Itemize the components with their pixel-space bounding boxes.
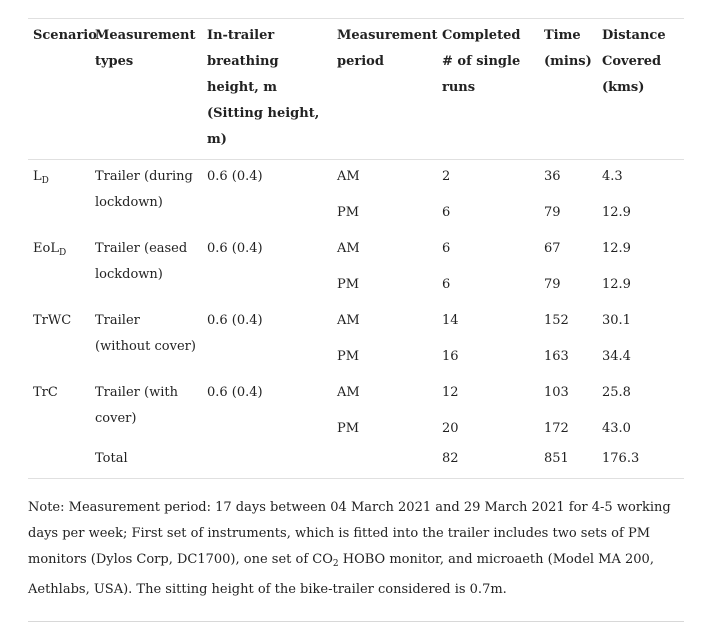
- header-completed-runs: Completed # of single runs: [442, 28, 521, 95]
- cell-period: AM: [337, 313, 360, 328]
- cell-distance: 4.3: [602, 169, 623, 184]
- table-row: [28, 298, 684, 334]
- table-note: [28, 495, 684, 603]
- data-table: [28, 19, 684, 479]
- header-measurement-period: Measurement period: [337, 28, 438, 69]
- cell-breathing-height: 0.6 (0.4): [207, 385, 263, 400]
- cell-scenario: [28, 298, 90, 370]
- cell-breathing-height: 0.6 (0.4): [207, 241, 263, 256]
- cell-distance: 43.0: [602, 421, 631, 436]
- cell-empty: [332, 442, 437, 479]
- cell-runs: 6: [442, 205, 451, 220]
- cell-distance: 34.4: [602, 349, 631, 364]
- scenario-main: TrC: [33, 385, 58, 400]
- total-time: 851: [544, 451, 569, 466]
- note-subscript: 2: [332, 559, 339, 569]
- cell-runs: 6: [442, 277, 451, 292]
- scenario-main: TrWC: [33, 313, 72, 328]
- cell-scenario: [28, 160, 90, 227]
- scenario-sub: D: [58, 248, 67, 258]
- cell-runs: 20: [442, 421, 459, 436]
- cell-breathing-height: 0.6 (0.4): [207, 169, 263, 184]
- table-row: [28, 226, 684, 262]
- cell-measurement-type: Trailer (during lockdown): [95, 169, 193, 210]
- cell-period: AM: [337, 169, 360, 184]
- note-text-part1: Note: Measurement period: 17 days between 04 March 2021 and 29 March 2021 for 4-5 working days per week; First set of instruments, which is fitted into the trailer includes two sets of PM monitors (Dylos Corp, DC1700), one set of CO: [28, 500, 671, 567]
- scenario-sub: D: [41, 176, 49, 186]
- cell-breathing-height: 0.6 (0.4): [207, 313, 263, 328]
- cell-runs: 6: [442, 241, 451, 256]
- cell-runs: 14: [442, 313, 459, 328]
- cell-measurement-type: Trailer (without cover): [95, 313, 196, 354]
- cell-time: 36: [544, 169, 561, 184]
- cell-time: 103: [544, 385, 569, 400]
- table-container: [28, 18, 684, 622]
- cell-empty: [28, 442, 90, 479]
- cell-time: 163: [544, 349, 569, 364]
- cell-time: 152: [544, 313, 569, 328]
- cell-time: 79: [544, 205, 561, 220]
- cell-time: 67: [544, 241, 561, 256]
- cell-distance: 30.1: [602, 313, 631, 328]
- total-distance: 176.3: [602, 451, 640, 466]
- cell-runs: 2: [442, 169, 451, 184]
- cell-distance: 12.9: [602, 277, 631, 292]
- cell-period: PM: [337, 277, 360, 292]
- cell-empty: [202, 442, 332, 479]
- cell-period: PM: [337, 349, 360, 364]
- header-row: [28, 19, 684, 160]
- header-breathing-height: In-trailer breathing height, m (Sitting height, m): [207, 28, 320, 147]
- cell-scenario: [28, 370, 90, 442]
- scenario-main: EoL: [33, 241, 59, 256]
- cell-distance: 25.8: [602, 385, 631, 400]
- cell-runs: 16: [442, 349, 459, 364]
- total-label: Total: [95, 451, 128, 466]
- cell-time: 79: [544, 277, 561, 292]
- header-measurement-types: Measurement types: [95, 28, 196, 69]
- cell-period: PM: [337, 421, 360, 436]
- cell-period: AM: [337, 385, 360, 400]
- cell-distance: 12.9: [602, 241, 631, 256]
- note-text-part2: HOBO monitor, and microaeth (Model MA 200, Aethlabs, USA). The sitting height of the bike-trailer considered is 0.7m.: [28, 552, 654, 597]
- cell-runs: 12: [442, 385, 459, 400]
- cell-time: 172: [544, 421, 569, 436]
- header-distance: Distance Covered (kms): [602, 28, 666, 95]
- header-time: Time (mins): [544, 28, 592, 69]
- cell-distance: 12.9: [602, 205, 631, 220]
- cell-period: PM: [337, 205, 360, 220]
- cell-measurement-type: Trailer (eased lockdown): [95, 241, 188, 282]
- cell-measurement-type: Trailer (with cover): [95, 385, 178, 426]
- total-row: [28, 442, 684, 479]
- cell-scenario: [28, 226, 90, 298]
- cell-period: AM: [337, 241, 360, 256]
- scenario-main: L: [33, 169, 42, 184]
- table-row: [28, 370, 684, 406]
- header-scenario: Scenario: [33, 28, 97, 43]
- total-runs: 82: [442, 451, 459, 466]
- table-row: [28, 160, 684, 191]
